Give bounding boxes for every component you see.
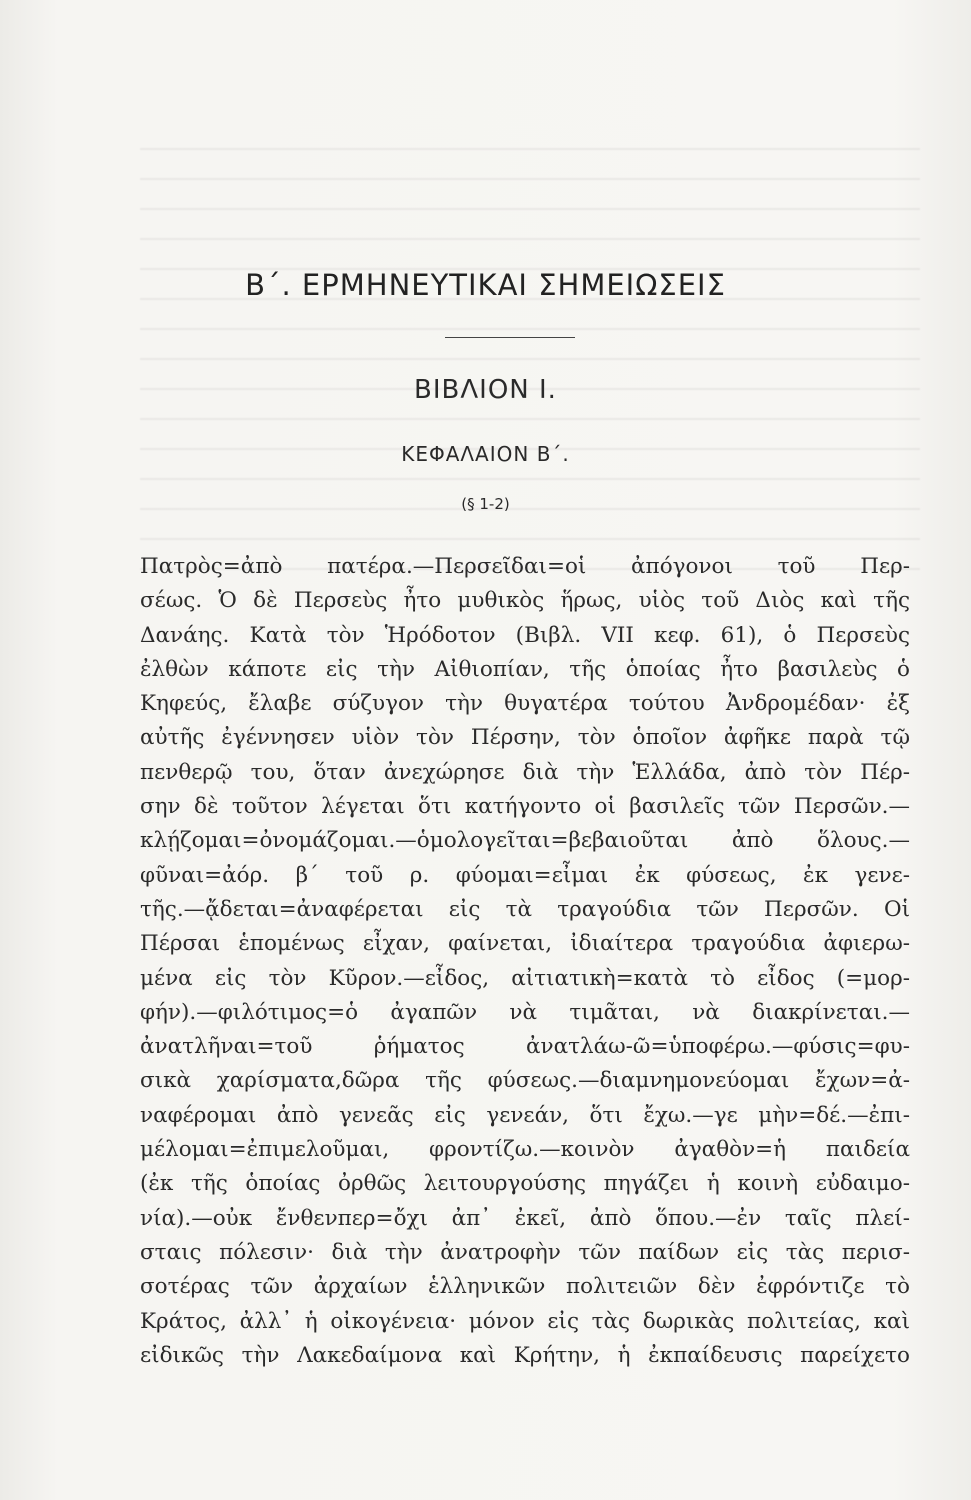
- text-line: σικὰ χαρίσματα,δῶρα τῆς φύσεως.—διαμνημονεύομαι ἔχων=ἀ-: [140, 1068, 910, 1094]
- text-line: μένα εἰς τὸν Κῦρον.—εἶδος, αἰτιατικὴ=κατὰ τὸ εἶδος (=μορ-: [140, 965, 910, 991]
- commentary-body: [140, 550, 910, 1373]
- text-line: αὐτῆς ἐγέννησεν υἱὸν τὸν Πέρσην, τὸν ὁποῖον ἀφῆκε παρὰ τῷ: [140, 725, 910, 751]
- section-reference: (§ 1-2): [461, 495, 510, 513]
- text-line: (ἐκ τῆς ὁποίας ὀρθῶς λειτουργούσης πηγάζει ἡ κοινὴ εὐδαιμο-: [140, 1171, 910, 1197]
- text-line: τῆς.—ᾄδεται=ἀναφέρεται εἰς τὰ τραγούδια τῶν Περσῶν. Οἱ: [140, 896, 910, 922]
- text-line: Πατρὸς=ἀπὸ πατέρα.—Περσεῖδαι=οἱ ἀπόγονοι τοῦ Περ-: [140, 554, 910, 579]
- text-line: Δανάης. Κατὰ τὸν Ἡρόδοτον (Βιβλ. VII κεφ. 61), ὁ Περσεὺς: [140, 622, 910, 648]
- text-line: νία).—οὐκ ἔνθενπερ=ὄχι ἀπ᾿ ἐκεῖ, ἀπὸ ὅπου.—ἐν ταῖς πλεί-: [140, 1205, 910, 1231]
- text-line: σην δὲ τοῦτον λέγεται ὅτι κατήγοντο οἱ βασιλεῖς τῶν Περσῶν.—: [140, 794, 910, 820]
- book-heading: ΒΙΒΛΙΟΝ Ι.: [414, 375, 557, 405]
- text-line: σταις πόλεσιν· διὰ τὴν ἀνατροφὴν τῶν παίδων εἰς τὰς περισ-: [140, 1239, 910, 1265]
- text-line: σοτέρας τῶν ἀρχαίων ἑλληνικῶν πολιτειῶν δὲν ἐφρόντιζε τὸ: [140, 1274, 910, 1300]
- chapter-heading: ΚΕΦΑΛΑΙΟΝ Β΄.: [401, 442, 570, 466]
- text-line: κλῄζομαι=ὀνομάζομαι.—ὁμολογεῖται=βεβαιοῦται ἀπὸ ὅλους.—: [140, 828, 910, 854]
- text-line: εἰδικῶς τὴν Λακεδαίμονα καὶ Κρήτην, ἡ ἐκπαίδευσις παρείχετο: [140, 1342, 910, 1368]
- text-line: ναφέρομαι ἀπὸ γενεᾶς εἰς γενεάν, ὅτι ἔχω.—γε μὴν=δέ.—ἐπι-: [140, 1102, 910, 1128]
- text-line: ἐλθὼν κάποτε εἰς τὴν Αἰθιοπίαν, τῆς ὁποίας ἦτο βασιλεὺς ὁ: [140, 656, 910, 682]
- part-heading: Β΄. ΕΡΜΗΝΕΥΤΙΚΑΙ ΣΗΜΕΙΩΣΕΙΣ: [245, 268, 726, 302]
- text-line: φήν).—φιλότιμος=ὁ ἀγαπῶν νὰ τιμᾶται, νὰ διακρίνεται.—: [140, 999, 910, 1025]
- text-line: Κηφεύς, ἔλαβε σύζυγον τὴν θυγατέρα τούτου Ἀνδρομέδαν· ἐξ: [140, 691, 910, 717]
- text-line: πενθερῷ του, ὅταν ἀνεχώρησε διὰ τὴν Ἑλλάδα, ἀπὸ τὸν Πέρ-: [140, 759, 910, 785]
- text-line: ἀνατλῆναι=τοῦ ῥήματος ἀνατλάω-ῶ=ὑποφέρω.—φύσις=φυ-: [140, 1034, 910, 1060]
- show-through-texture: [140, 120, 920, 600]
- heading-divider: [445, 337, 575, 338]
- text-line: μέλομαι=ἐπιμελοῦμαι, φροντίζω.—κοινὸν ἀγαθὸν=ἡ παιδεία: [140, 1137, 910, 1163]
- text-line: σέως. Ὁ δὲ Περσεὺς ἦτο μυθικὸς ἥρως, υἱὸς τοῦ Διὸς καὶ τῆς: [140, 588, 910, 614]
- text-line: φῦναι=ἀόρ. β΄ τοῦ ρ. φύομαι=εἶμαι ἐκ φύσεως, ἐκ γενε-: [140, 862, 910, 888]
- text-line: Πέρσαι ἑπομένως εἶχαν, φαίνεται, ἰδιαίτερα τραγούδια ἀφιερω-: [140, 931, 910, 957]
- text-line: Κράτος, ἀλλ᾿ ἡ οἰκογένεια· μόνον εἰς τὰς δωρικὰς πολιτείας, καὶ: [140, 1308, 910, 1334]
